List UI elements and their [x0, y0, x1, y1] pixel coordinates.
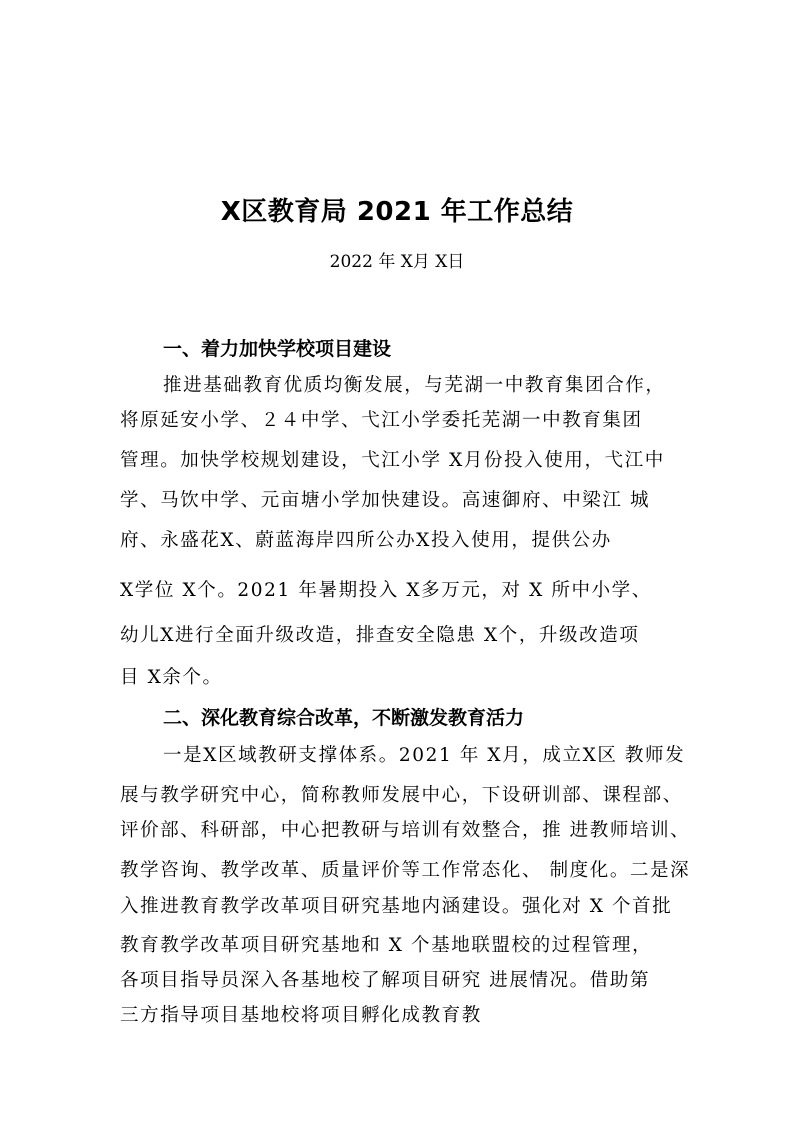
- paragraph-line: 教育教学改革项目研究基地和 X 个基地联盟校的过程管理，: [120, 935, 653, 956]
- section-heading-2: 二、深化教育综合改革，不断激发教育活力: [163, 707, 525, 729]
- paragraph-line: 管理。加快学校规划建设，弋江小学 X月份投入使用，弋江中: [120, 450, 665, 471]
- paragraph-line: X学位 X个。2021 年暑期投入 X多万元，对 X 所中小学、: [120, 580, 652, 601]
- paragraph-line: 入推进教育教学改革项目研究基地内涵建设。强化对 X 个首批: [120, 896, 673, 917]
- paragraph-line: 府、永盛花X、蔚蓝海岸四所公办X投入使用，提供公办: [120, 530, 612, 551]
- paragraph-line: 三方指导项目基地校将项目孵化成教育教: [120, 1005, 482, 1026]
- paragraph-line: 评价部、科研部，中心把教研与培训有效整合，推 进教师培训、: [120, 820, 691, 841]
- paragraph-line: 教学咨询、教学改革、质量评价等工作常态化、 制度化。二是深: [120, 860, 691, 881]
- paragraph-line: 学、马饮中学、元亩塘小学加快建设。高速御府、中梁江 城: [120, 490, 651, 511]
- paragraph-line: 各项目指导员深入各基地校了解项目研究 进展情况。借助第: [120, 970, 651, 991]
- section-heading-1: 一、着力加快学校项目建设: [163, 338, 392, 360]
- paragraph-line: 将原延安小学、２４中学、弋江小学委托芜湖一中教育集团: [120, 410, 643, 431]
- paragraph-line: 一是X区域教研支撑体系。2021 年 X月，成立X区 教师发: [163, 745, 686, 766]
- document-title: X区教育局 2021 年工作总结: [220, 197, 574, 227]
- paragraph-line: 推进基础教育优质均衡发展，与芜湖一中教育集团合作，: [163, 375, 666, 396]
- paragraph-line: 展与教学研究中心，简称教师发展中心，下设研训部、课程部、: [120, 785, 683, 806]
- paragraph-line: 目 X余个。: [120, 667, 223, 688]
- document-date: 2022 年 X月 X日: [329, 252, 465, 272]
- paragraph-line: 幼儿X进行全面升级改造，排查安全隐患 X个，升级改造项: [120, 625, 640, 646]
